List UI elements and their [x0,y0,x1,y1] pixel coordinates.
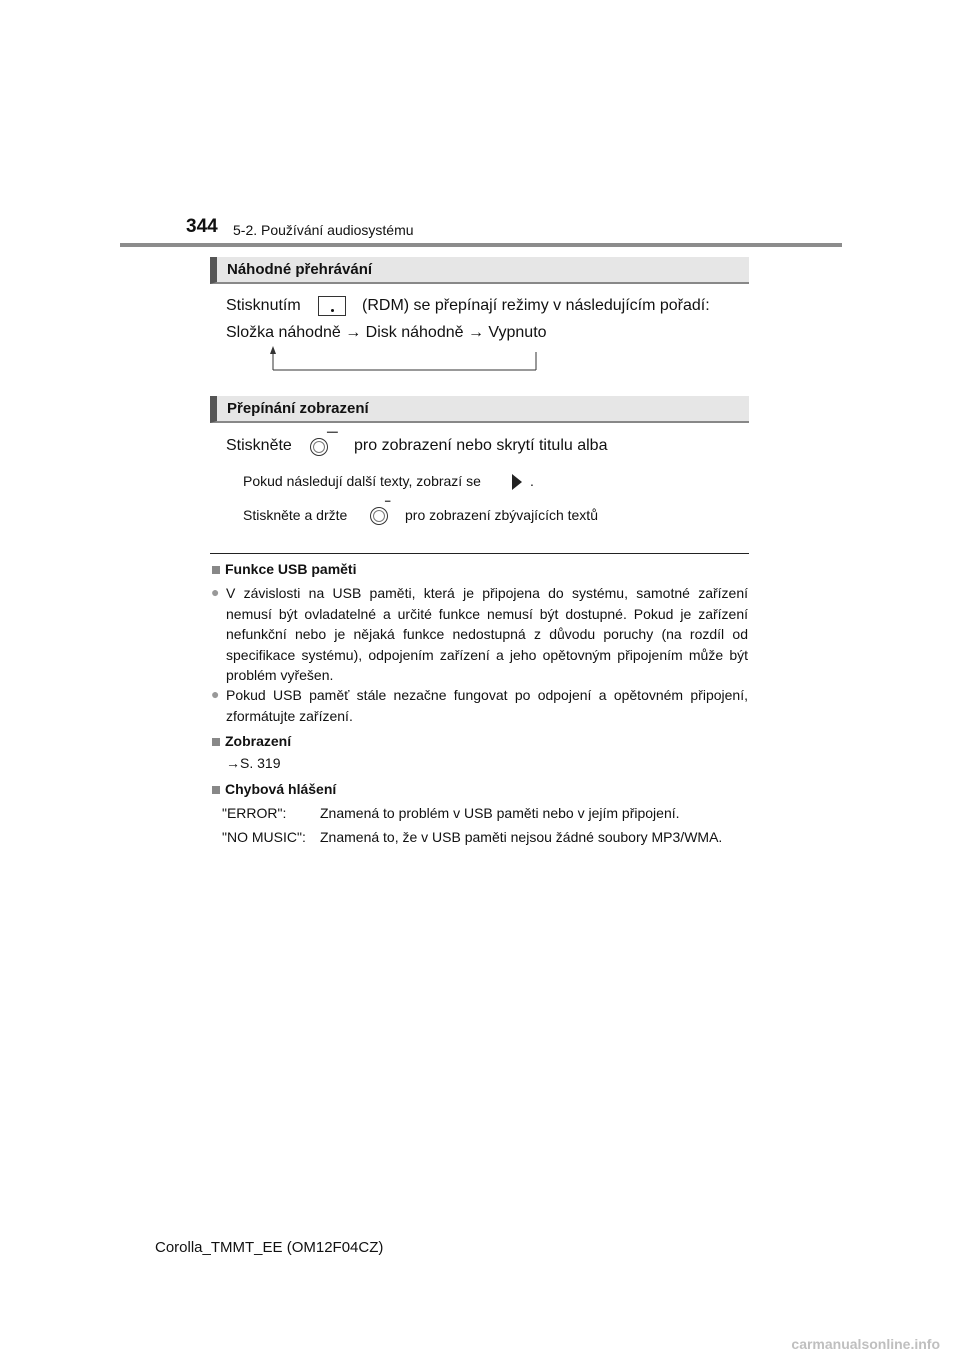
error-desc-no-music: Znamená to, že v USB paměti nejsou žádné soubory MP3/WMA. [320,829,723,845]
section-heading-display [210,396,749,423]
chapter-title: 5-2. Používání audiosystému [233,222,414,238]
random-sequence [226,324,547,342]
note-usb-paragraph-1: V závislosti na USB paměti, která je připojena do systému, samotné zařízení nemusí být ovladatelné a určité funkce nemusí být dostupné. Pokud je zařízení nefunkční nebo je nějaká funkce nedostupná z důvodu poruchy (na rozdíl od specifikace systému), odpojením zařízení a jeho opětovným připojením může být problém vyřešen. [226,585,748,683]
more-text-arrow-icon [510,472,524,492]
random-press-prefix: Stisknutím [226,297,301,314]
note-title-errors: Chybová hlášení [225,781,337,797]
bullet-marker: ● [211,686,220,702]
text-knob-icon [310,438,328,456]
display-hold-suffix: pro zobrazení zbývajících textů [405,507,598,523]
notes-divider [210,553,749,554]
cycle-return-arrow [266,344,542,376]
page-number: 344 [186,216,218,237]
note-square-marker [212,786,220,794]
rdm-button-icon [318,296,346,316]
sequence-arrow: → [467,324,484,341]
note-usb-paragraph-2: Pokud USB paměť stále nezačne fungovat po odpojení a opětovném připojení, zformátujte zařízení. [226,687,748,724]
header-rule [120,243,842,247]
knob-indicator-icon: ▔▔ [327,433,338,440]
error-code-error: "ERROR": [222,805,287,821]
note-title-display: Zobrazení [225,733,292,749]
text-knob-icon [370,507,388,525]
sequence-arrow: → [345,324,362,341]
note-display-reference: →S. 319 [226,755,281,771]
section-heading-display-label: Přepínání zobrazení [227,400,369,417]
note-square-marker [212,738,220,746]
display-hold-prefix: Stiskněte a držte [243,507,348,523]
bullet-marker: ● [211,584,220,600]
document-footer: Corolla_TMMT_EE (OM12F04CZ) [155,1239,384,1256]
display-press-suffix: pro zobrazení nebo skrytí titulu alba [354,437,608,454]
sequence-item-off: Vypnuto [488,324,547,341]
error-code-no-music: "NO MUSIC": [222,829,306,845]
sequence-item-disc: Disk náhodně [365,324,464,341]
error-desc-error: Znamená to problém v USB paměti nebo v jejím připojení. [320,805,680,821]
note-title-usb: Funkce USB paměti [225,561,357,577]
random-press-suffix: (RDM) se přepínají režimy v následujícím pořadí: [362,297,710,314]
note-square-marker [212,566,220,574]
watermark: carmanualsonline.info [791,1336,940,1352]
section-heading-random-label: Náhodné přehrávání [227,261,373,278]
section-heading-random [210,257,749,284]
knob-indicator-icon: ▔ [385,502,391,509]
display-more-prefix: Pokud následují další texty, zobrazí se [243,473,481,489]
display-press-prefix: Stiskněte [226,437,292,454]
sequence-item-folder: Složka náhodně [226,324,341,341]
display-more-suffix: . [530,473,534,489]
